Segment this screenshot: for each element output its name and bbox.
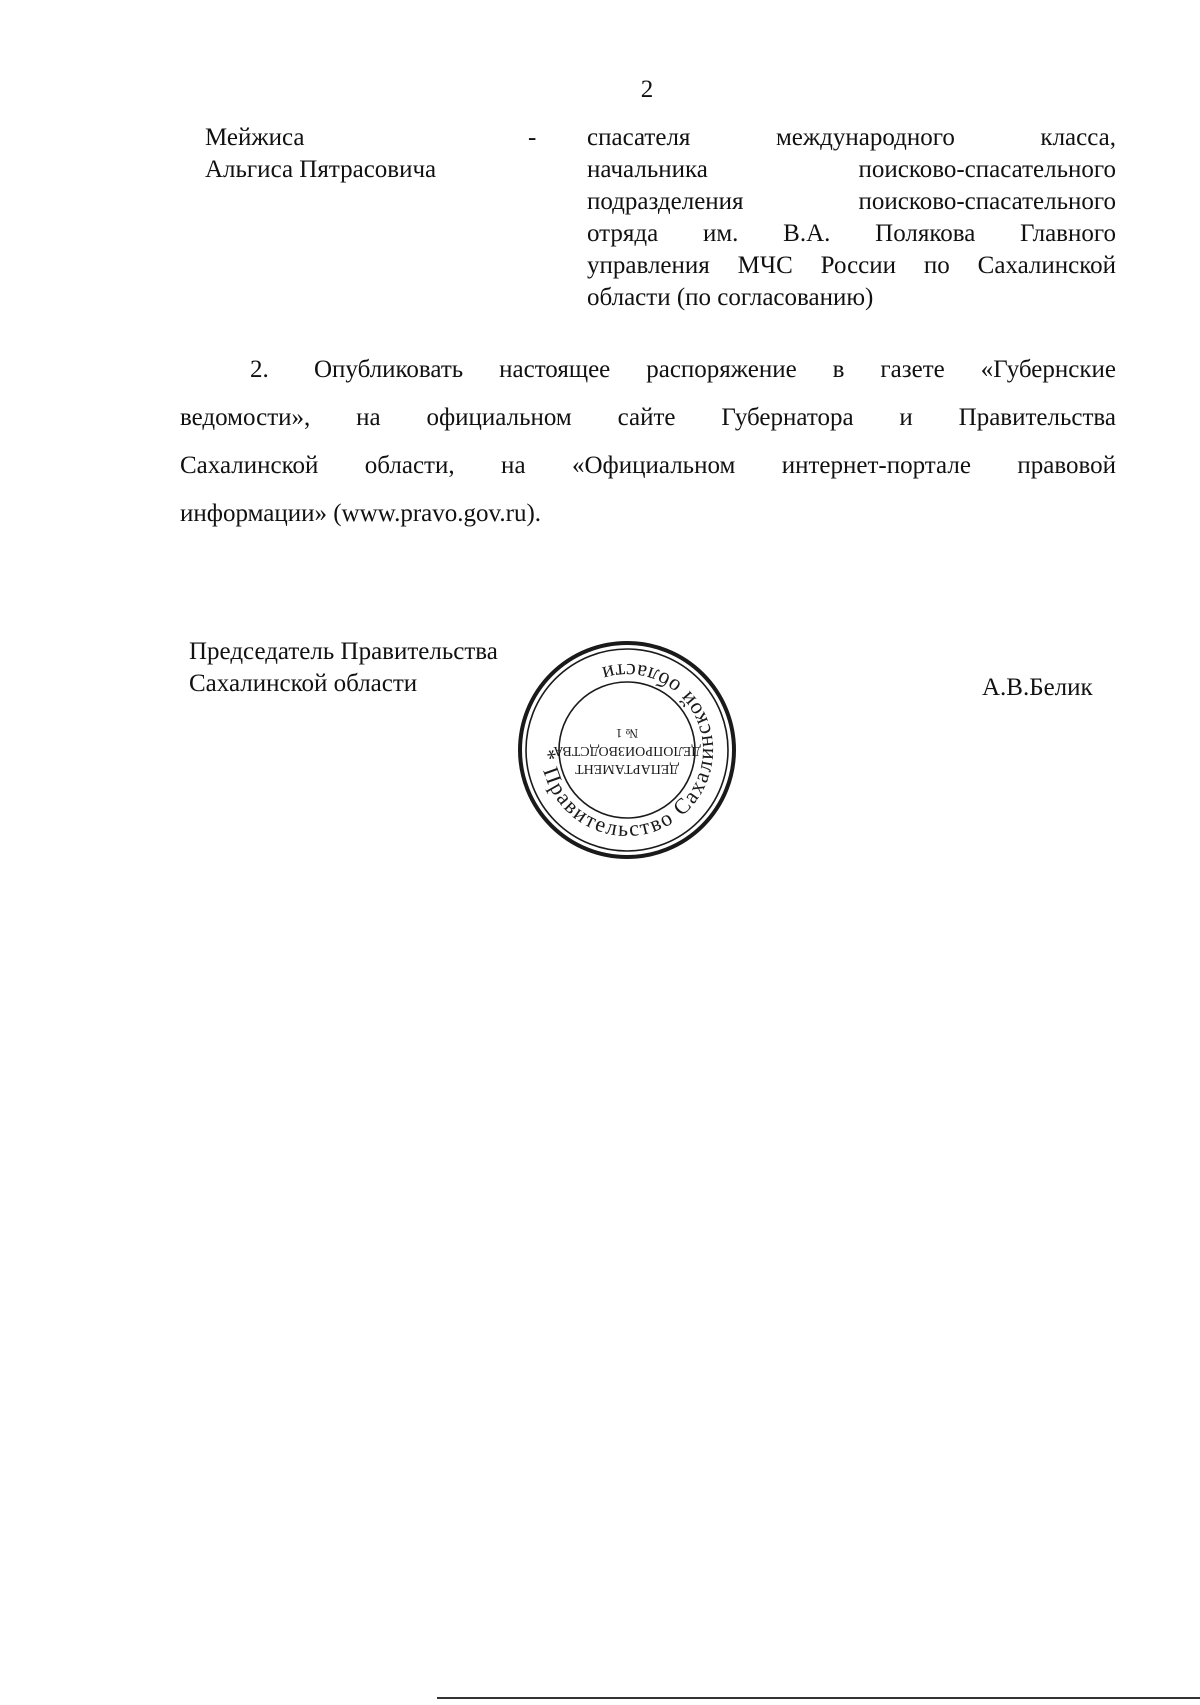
member-given-names: Альгиса Пятрасовича xyxy=(205,156,437,183)
seal-inner-text xyxy=(552,726,700,776)
signatory-position xyxy=(189,636,549,700)
member-role-line: управления МЧС России по Сахалинской xyxy=(587,252,1116,279)
clause-line xyxy=(180,346,1116,394)
member-name xyxy=(205,122,505,186)
clause-line: ведомости», на официальном сайте Губернатора и Правительства xyxy=(180,404,1116,431)
seal-inner-line: № 1 xyxy=(615,726,639,741)
member-role-line: области (по согласованию) xyxy=(587,284,874,311)
member-role-line: подразделения поисково-спасательного xyxy=(587,188,1116,215)
member-role-line: отряда им. В.А. Полякова Главного xyxy=(587,220,1116,247)
member-surname: Мейжиса xyxy=(205,124,305,151)
clause-number: 2. xyxy=(250,356,269,383)
signatory-position-line: Председатель Правительства xyxy=(189,638,498,665)
official-seal-stamp xyxy=(516,639,738,861)
member-role-line: начальника поисково-спасательного xyxy=(587,156,1116,183)
seal-inner-line: ДЕПАРТАМЕНТ xyxy=(575,761,679,776)
signatory-position-line: Сахалинской области xyxy=(189,670,418,697)
clause-line: Сахалинской области, на «Официальном интернет-портале правовой xyxy=(180,452,1116,479)
member-role-line: спасателя международного класса, xyxy=(587,124,1116,151)
clause-2 xyxy=(180,346,1116,538)
member-role xyxy=(587,122,1116,314)
signatory-name: А.В.Белик xyxy=(982,674,1093,701)
member-dash: - xyxy=(528,124,537,151)
footer-rule xyxy=(437,1697,1200,1699)
seal-outer-text: * Правительство Сахалинской области xyxy=(535,658,719,842)
page-number: 2 xyxy=(640,76,654,103)
clause-line: информации» (www.pravo.gov.ru). xyxy=(180,500,542,527)
seal-inner-line: ДЕЛОПРОИЗВОДСТВА xyxy=(553,743,701,758)
clause-line-text: Опубликовать настоящее распоряжение в газете «Губернские xyxy=(314,356,1116,383)
